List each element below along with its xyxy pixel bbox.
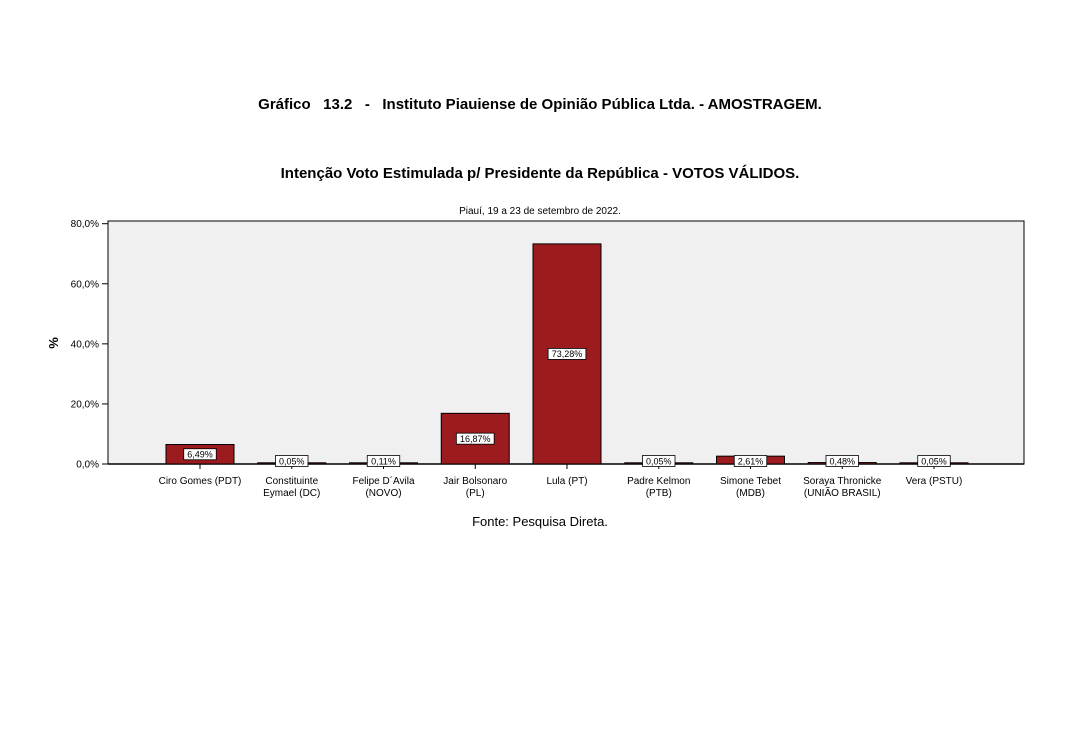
x-tick-label: (PL) (465, 488, 485, 499)
data-label: 6,49% (187, 449, 213, 460)
data-label: 0,48% (829, 456, 856, 467)
x-tick-label: Eymael (DC) (263, 488, 321, 499)
x-tick-label: Constituinte (265, 476, 319, 487)
y-tick-label: 60,0% (70, 279, 99, 291)
x-tick-label: (UNIÃO BRASIL) (803, 488, 881, 499)
data-label: 0,11% (371, 456, 396, 467)
x-tick-label: Soraya Thronicke (803, 476, 882, 487)
x-tick-label: (PTB) (645, 488, 672, 499)
y-axis (71, 219, 108, 470)
chart-title: Intenção Voto Estimulada p/ Presidente da República - VOTOS VÁLIDOS. (280, 165, 800, 182)
x-tick-label: Simone Tebet (720, 476, 781, 487)
y-tick-label: 40,0% (70, 339, 99, 351)
x-tick-label: Padre Kelmon (627, 476, 691, 487)
data-label: 0,05% (278, 456, 305, 467)
data-label: 0,05% (921, 456, 947, 467)
data-label: 73,28% (551, 349, 583, 360)
source-note: Fonte: Pesquisa Direta. (472, 514, 608, 529)
y-axis-label: % (46, 337, 61, 349)
x-tick-label: Jair Bolsonaro (443, 476, 508, 487)
y-tick-label: 20,0% (70, 399, 99, 411)
y-tick-label: 0,0% (76, 459, 99, 471)
x-tick-label: Ciro Gomes (PDT) (158, 476, 242, 487)
x-tick-label: Felipe D´Avila (352, 476, 415, 487)
x-tick-label: (MDB) (736, 488, 765, 499)
x-axis (108, 464, 1024, 499)
chart-subtitle: Piauí, 19 a 23 de setembro de 2022. (459, 206, 621, 217)
x-tick-label: Vera (PSTU) (905, 476, 963, 487)
data-label: 2,61% (737, 456, 764, 467)
figure-title: Gráfico 13.2 - Instituto Piauiense de Opinião Pública Ltda. - AMOSTRAGEM. (258, 96, 822, 113)
x-tick-label: Lula (PT) (546, 476, 588, 487)
data-label: 16,87% (459, 433, 491, 444)
y-tick-label: 80,0% (70, 219, 99, 231)
data-label: 0,05% (645, 456, 672, 467)
x-tick-label: (NOVO) (365, 488, 402, 499)
